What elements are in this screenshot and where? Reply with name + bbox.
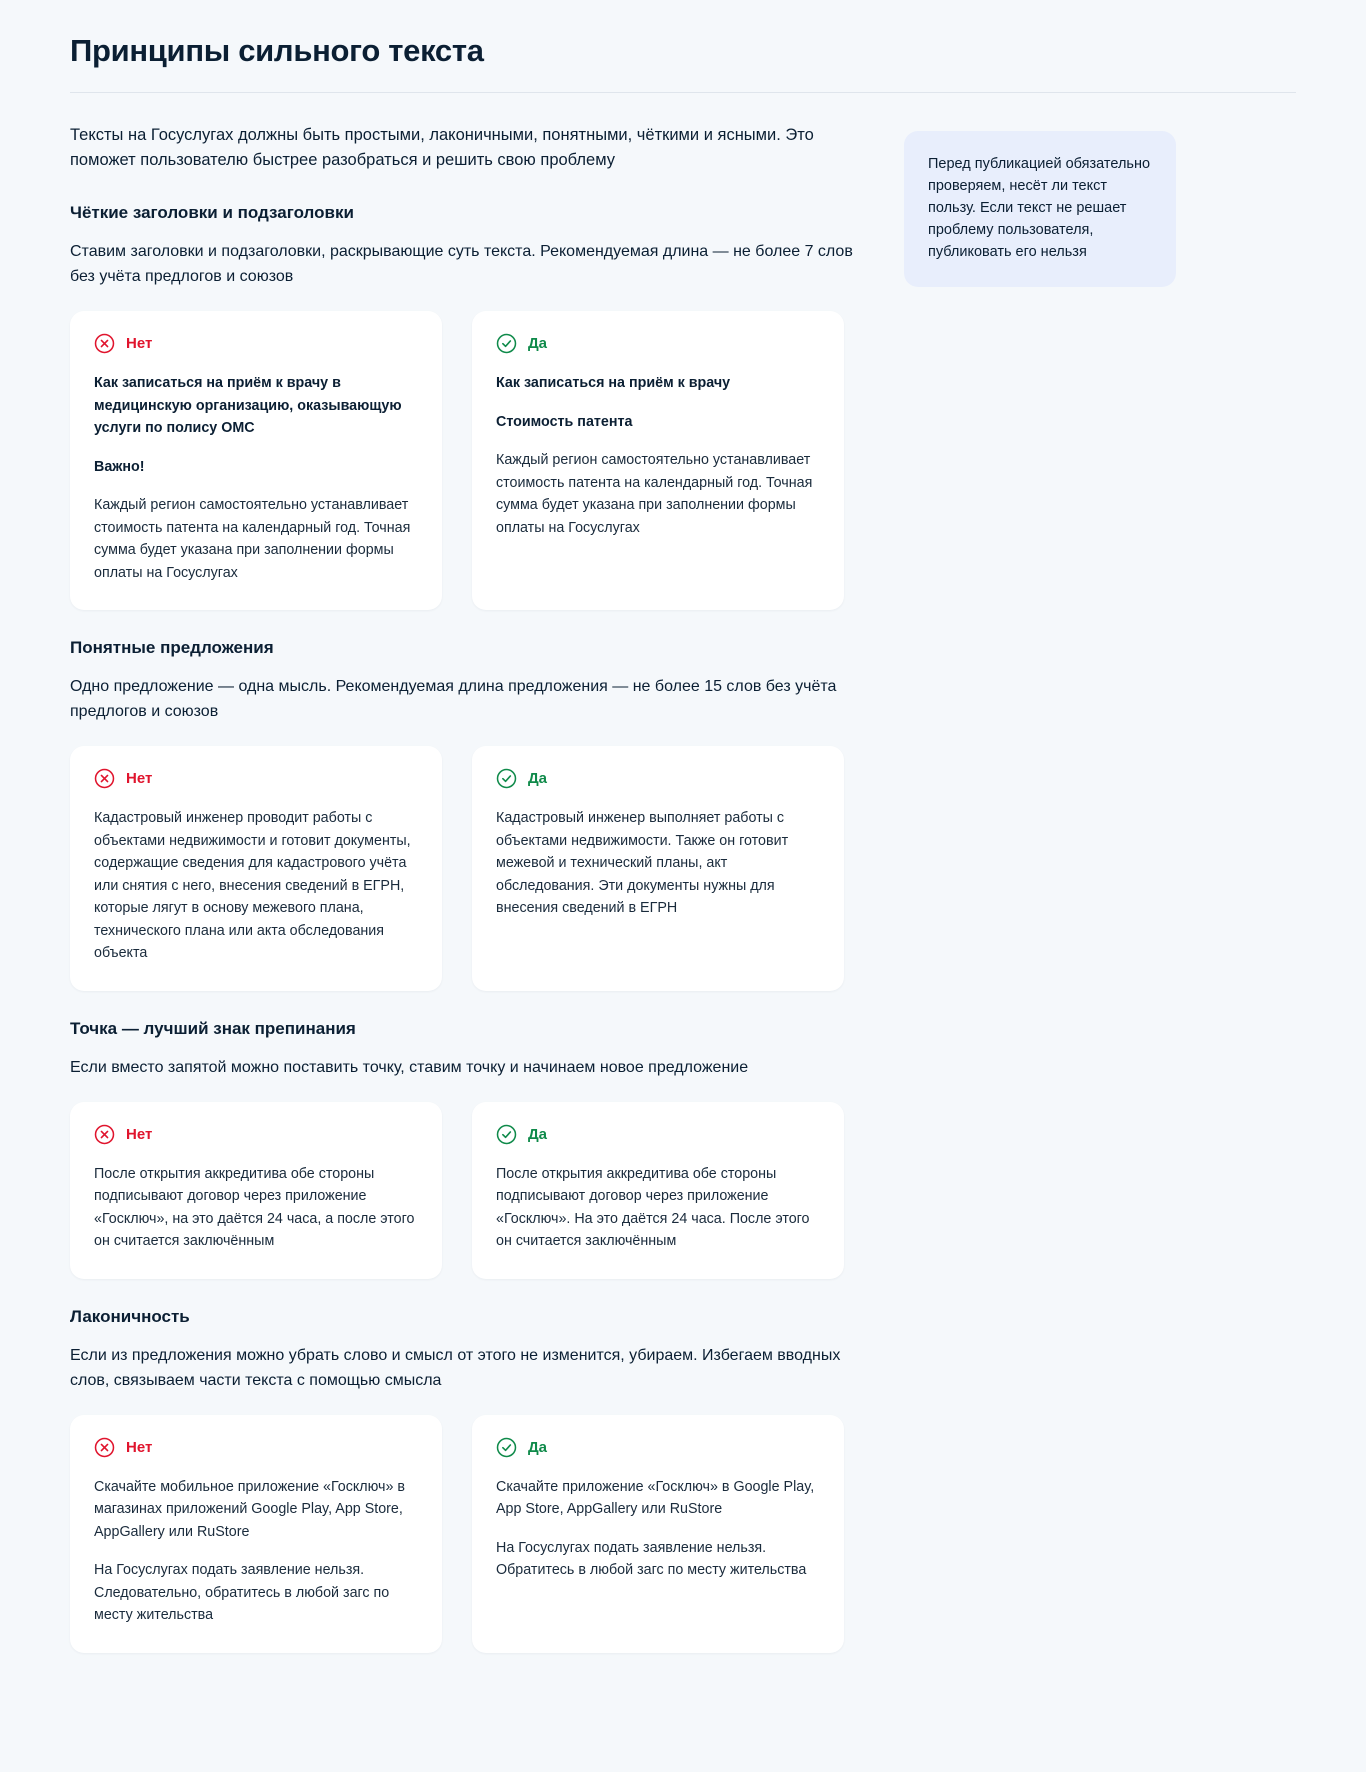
- section-description: Если вместо запятой можно поставить точку, ставим точку и начинаем новое предложение: [70, 1058, 749, 1076]
- cross-circle-icon: [94, 1437, 115, 1458]
- content-row: [70, 123, 1296, 1663]
- good-label: Да: [528, 335, 548, 352]
- example-paragraph: Важно!: [94, 458, 145, 475]
- example-card-bad: [70, 746, 442, 991]
- section-description: Если из предложения можно убрать слово и смысл от этого не изменится, убираем. Избегаем вводных слов, связываем части текста с помощью смысла: [70, 1346, 841, 1389]
- example-paragraph: После открытия аккредитива обе стороны подписывают договор через приложение «Госключ». На это даётся 24 часа. После этого он считается заключённым: [496, 1165, 810, 1249]
- good-label: Да: [528, 770, 548, 787]
- cross-circle-icon: [94, 1124, 115, 1145]
- bad-label: Нет: [126, 770, 153, 787]
- card-header: [94, 1437, 418, 1458]
- example-cards: [70, 1415, 870, 1653]
- example-card-bad: [70, 1102, 442, 1279]
- sections-container: [70, 201, 870, 1653]
- cross-circle-icon: [94, 333, 115, 354]
- section-description: Ставим заголовки и подзаголовки, раскрывающие суть текста. Рекомендуемая длина — не более 7 слов без учёта предлогов и союзов: [70, 243, 853, 285]
- example-card-good: [472, 746, 844, 991]
- example-paragraph: Стоимость патента: [496, 413, 633, 430]
- example-paragraph: На Госуслугах подать заявление нельзя. Следовательно, обратитесь в любой загс по месту жительства: [94, 1562, 390, 1623]
- page-title: Принципы сильного текста: [70, 33, 484, 68]
- bad-label: Нет: [126, 1438, 153, 1456]
- example-paragraph: Как записаться на приём к врачу: [496, 375, 731, 391]
- lead-paragraph: Тексты на Госуслугах должны быть простыми, лаконичными, понятными, чёткими и ясными. Это поможет пользователю быстрее разобраться и решить свою проблему: [70, 126, 814, 169]
- card-header: [496, 768, 820, 789]
- good-label: Да: [528, 1438, 548, 1456]
- bad-label: Нет: [126, 1125, 153, 1143]
- example-cards: [70, 311, 870, 610]
- section-title: Чёткие заголовки и подзаголовки: [70, 203, 354, 222]
- main-column: [70, 123, 870, 1663]
- card-header: [496, 333, 820, 354]
- cross-circle-icon: [94, 768, 115, 789]
- check-circle-icon: [496, 768, 517, 789]
- example-paragraph: Каждый регион самостоятельно устанавливает стоимость патента на календарный год. Точная сумма будет указана при заполнении формы оплаты на Госуслугах: [496, 452, 813, 536]
- example-cards: [70, 1102, 870, 1279]
- section: [70, 636, 870, 991]
- card-header: [496, 1124, 820, 1145]
- example-paragraph: Кадастровый инженер проводит работы с объектами недвижимости и готовит документы, содержащие сведения для кадастрового учёта или снятия с него, внесения сведений в ЕГРН, которые лягут в основу межевого плана, технического плана или акта обследования объекта: [94, 810, 411, 961]
- example-paragraph: Каждый регион самостоятельно устанавливает стоимость патента на календарный год. Точная сумма будет указана при заполнении формы оплаты на Госуслугах: [94, 497, 411, 581]
- card-header: [94, 333, 418, 354]
- card-header: [496, 1437, 820, 1458]
- check-circle-icon: [496, 333, 517, 354]
- example-cards: [70, 746, 870, 991]
- example-paragraph: На Госуслугах подать заявление нельзя. Обратитесь в любой загс по месту жительства: [496, 1539, 807, 1578]
- section: [70, 1305, 870, 1653]
- title-divider: [70, 92, 1296, 93]
- example-paragraph: Скачайте мобильное приложение «Госключ» в магазинах приложений Google Play, App Store, AppGallery или RuStore: [94, 1478, 406, 1540]
- card-header: [94, 1124, 418, 1145]
- card-header: [94, 768, 418, 789]
- example-card-bad: [70, 1415, 442, 1653]
- example-paragraph: Как записаться на приём к врачу в медицинскую организацию, оказывающую услуги по полису ОМС: [94, 375, 402, 436]
- check-circle-icon: [496, 1124, 517, 1145]
- section-title: Лаконичность: [70, 1306, 190, 1326]
- example-card-good: [472, 311, 844, 610]
- check-circle-icon: [496, 1437, 517, 1458]
- section: [70, 1017, 870, 1279]
- section: [70, 201, 870, 610]
- example-paragraph: Кадастровый инженер выполняет работы с объектами недвижимости. Также он готовит межевой и технический планы, акт обследования. Эти документы нужны для внесения сведений в ЕГРН: [496, 810, 789, 916]
- good-label: Да: [528, 1125, 548, 1143]
- example-paragraph: Скачайте приложение «Госключ» в Google Play, App Store, AppGallery или RuStore: [496, 1478, 815, 1517]
- example-card-bad: [70, 311, 442, 610]
- example-paragraph: После открытия аккредитива обе стороны подписывают договор через приложение «Госключ», на это даётся 24 часа, а после этого он считается заключённым: [94, 1165, 415, 1249]
- section-title: Точка — лучший знак препинания: [70, 1018, 356, 1038]
- section-title: Понятные предложения: [70, 638, 274, 657]
- section-description: Одно предложение — одна мысль. Рекомендуемая длина предложения — не более 15 слов без учёта предлогов и союзов: [70, 678, 837, 720]
- example-card-good: [472, 1102, 844, 1279]
- side-column: [904, 123, 1176, 287]
- callout-note: Перед публикацией обязательно проверяем, несёт ли текст пользу. Если текст не решает проблему пользователя, публиковать его нельзя: [904, 131, 1176, 287]
- bad-label: Нет: [126, 335, 153, 352]
- example-card-good: [472, 1415, 844, 1653]
